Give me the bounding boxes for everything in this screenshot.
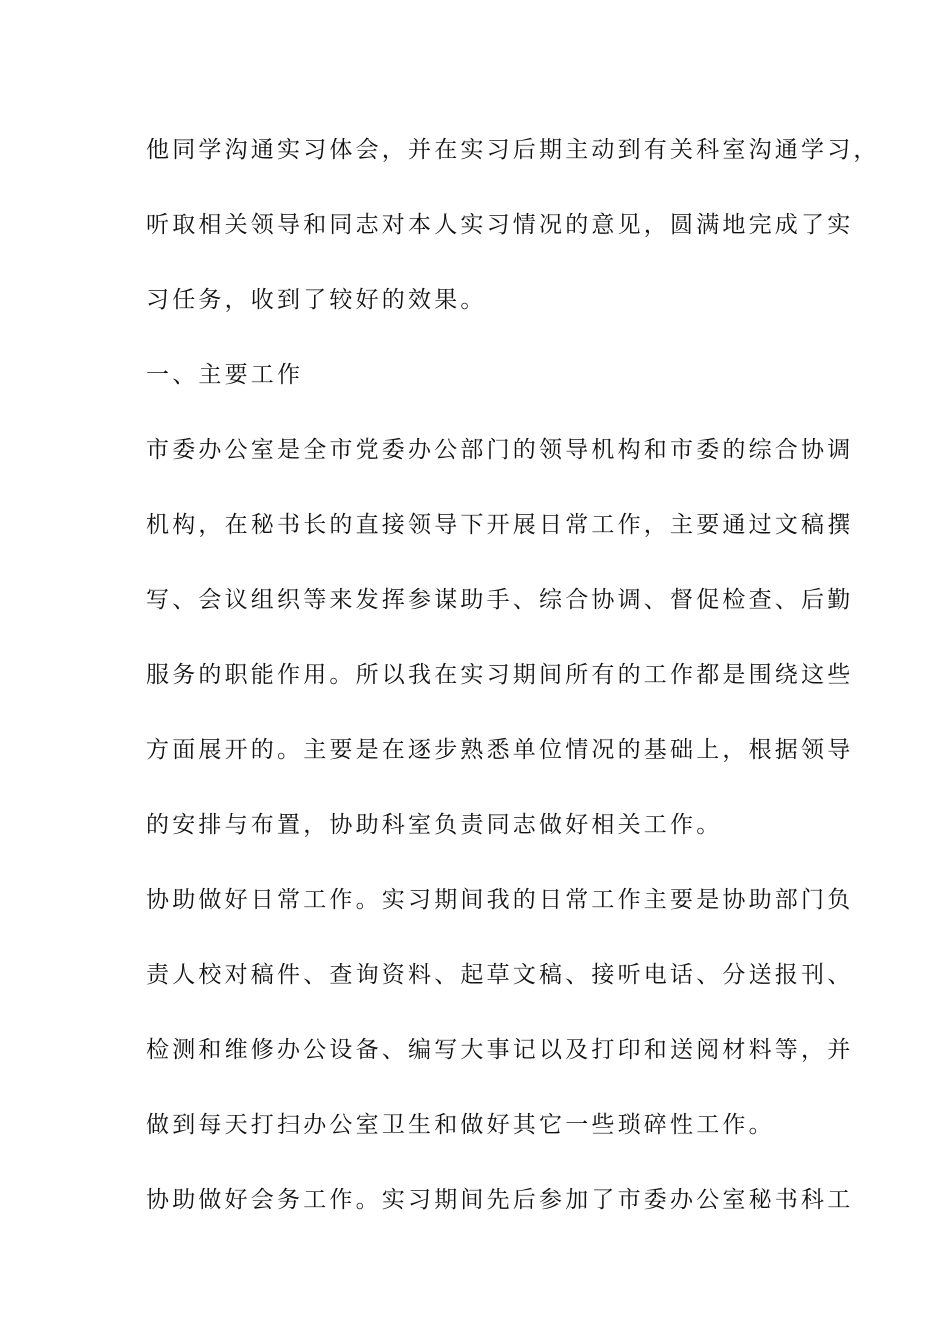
text-line: 协助做好日常工作。实习期间我的日常工作主要是协助部门负 — [146, 887, 854, 913]
text-line: 方面展开的。主要是在逐步熟悉单位情况的基础上，根据领导 — [146, 737, 854, 763]
text-line: 习任务，收到了较好的效果。 — [146, 287, 487, 313]
text-line: 检测和维修办公设备、编写大事记以及打印和送阅材料等，并 — [146, 1037, 854, 1063]
text-line: 责人校对稿件、查询资料、起草文稿、接听电话、分送报刊、 — [146, 962, 854, 988]
text-line: 机构，在秘书长的直接领导下开展日常工作，主要通过文稿撰 — [146, 512, 854, 538]
text-line: 协助做好会务工作。实习期间先后参加了市委办公室秘书科工 — [146, 1187, 854, 1213]
text-line: 做到每天打扫办公室卫生和做好其它一些琐碎性工作。 — [146, 1112, 775, 1138]
text-line: 的安排与布置，协助科室负责同志做好相关工作。 — [146, 812, 723, 838]
text-line: 听取相关领导和同志对本人实习情况的意见，圆满地完成了实 — [146, 212, 854, 238]
text-line: 市委办公室是全市党委办公部门的领导机构和市委的综合协调 — [146, 437, 854, 463]
text-line: 服务的职能作用。所以我在实习期间所有的工作都是围绕这些 — [146, 662, 854, 688]
text-line: 写、会议组织等来发挥参谋助手、综合协调、督促检查、后勤 — [146, 587, 854, 613]
text-line: 他同学沟通实习体会，并在实习后期主动到有关科室沟通学习， — [146, 137, 880, 163]
section-heading: 一、主要工作 — [146, 362, 304, 388]
